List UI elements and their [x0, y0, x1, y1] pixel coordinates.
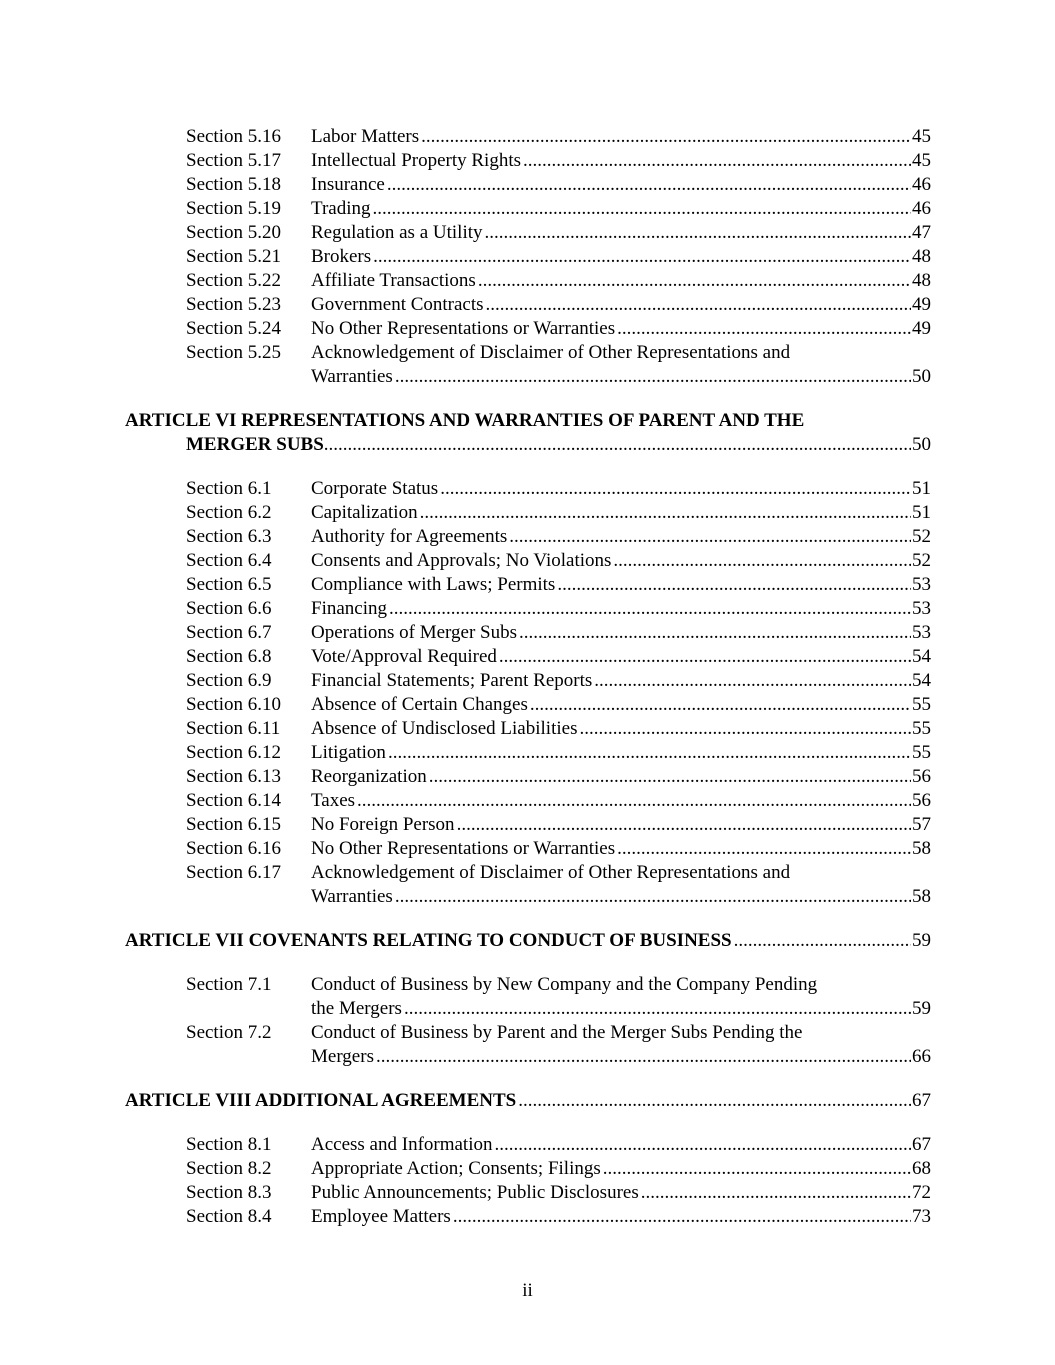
section-number: Section 8.2: [186, 1158, 272, 1179]
page-ref: 59: [912, 930, 931, 951]
dot-leader: [603, 1157, 911, 1181]
page-ref: 68: [912, 1158, 931, 1179]
toc-entry[interactable]: [0, 525, 1055, 549]
dot-leader: [429, 765, 911, 789]
dot-leader: [373, 245, 911, 269]
article-title: ARTICLE VI REPRESENTATIONS AND WARRANTIES OF PARENT AND THE: [125, 410, 805, 431]
toc-entry-continuation[interactable]: [0, 1045, 1055, 1069]
page-ref: 49: [912, 318, 931, 339]
section-title: Vote/Approval Required: [311, 646, 497, 667]
article-title-cont: MERGER SUBS: [186, 434, 324, 455]
dot-leader: [372, 197, 911, 221]
section-number: Section 6.12: [186, 742, 281, 763]
toc-entry[interactable]: [0, 477, 1055, 501]
section-number: Section 7.1: [186, 974, 272, 995]
toc-entry[interactable]: [0, 221, 1055, 245]
toc-entry[interactable]: [0, 149, 1055, 173]
page-ref: 73: [912, 1206, 931, 1227]
section-title: Trading: [311, 198, 371, 219]
section-title: Intellectual Property Rights: [311, 150, 522, 171]
dot-leader: [641, 1181, 911, 1205]
page-number: ii: [522, 1280, 533, 1301]
section-number: Section 6.17: [186, 862, 281, 883]
section-number: Section 6.10: [186, 694, 281, 715]
section-title: Operations of Merger Subs: [311, 622, 517, 643]
dot-leader: [485, 221, 911, 245]
page-ref: 55: [912, 742, 931, 763]
toc-entry[interactable]: [0, 765, 1055, 789]
section-number: Section 5.21: [186, 246, 281, 267]
toc-entry[interactable]: [0, 741, 1055, 765]
dot-leader: [457, 813, 911, 837]
page-ref: 53: [912, 622, 931, 643]
dot-leader: [395, 885, 911, 909]
dot-leader: [453, 1205, 911, 1229]
section-title: Taxes: [311, 790, 356, 811]
section-title: Consents and Approvals; No Violations: [311, 550, 612, 571]
dot-leader: [495, 1133, 912, 1157]
section-title: Affiliate Transactions: [311, 270, 476, 291]
section-number: Section 6.6: [186, 598, 272, 619]
section-title: Financial Statements; Parent Reports: [311, 670, 593, 691]
article-title: ARTICLE VII COVENANTS RELATING TO CONDUCT OF BUSINESS: [125, 930, 732, 951]
toc-entry[interactable]: [0, 837, 1055, 861]
section-number: Section 5.24: [186, 318, 281, 339]
article-heading[interactable]: [0, 929, 1055, 953]
page-ref: 53: [912, 574, 931, 595]
toc-entry[interactable]: [0, 973, 1055, 997]
section-number: Section 6.2: [186, 502, 272, 523]
dot-leader: [486, 293, 911, 317]
toc-entry[interactable]: [0, 1021, 1055, 1045]
toc-entry-continuation[interactable]: [0, 885, 1055, 909]
section-number: Section 7.2: [186, 1022, 272, 1043]
section-number: Section 5.20: [186, 222, 281, 243]
section-title: Labor Matters: [311, 126, 420, 147]
section-number: Section 8.1: [186, 1134, 272, 1155]
page-ref: 54: [912, 670, 931, 691]
dot-leader: [376, 1045, 911, 1069]
dot-leader: [420, 501, 911, 525]
toc-entry[interactable]: [0, 173, 1055, 197]
section-title: Compliance with Laws; Permits: [311, 574, 556, 595]
dot-leader: [387, 173, 911, 197]
section-number: Section 6.8: [186, 646, 272, 667]
section-number: Section 6.16: [186, 838, 281, 859]
section-title: Litigation: [311, 742, 386, 763]
page-ref: 59: [912, 998, 931, 1019]
article-heading-continuation[interactable]: [0, 433, 1055, 457]
page-ref: 72: [912, 1182, 931, 1203]
dot-leader: [613, 549, 911, 573]
toc-entry[interactable]: [0, 1157, 1055, 1181]
dot-leader: [530, 693, 911, 717]
section-number: Section 6.11: [186, 718, 281, 739]
section-title: Absence of Certain Changes: [311, 694, 528, 715]
section-title: Acknowledgement of Disclaimer of Other Representations and: [311, 342, 791, 363]
dot-leader: [440, 477, 911, 501]
toc-entry[interactable]: [0, 597, 1055, 621]
section-title: Appropriate Action; Consents; Filings: [311, 1158, 601, 1179]
page-ref: 66: [912, 1046, 931, 1067]
dot-leader: [388, 741, 911, 765]
toc-entry[interactable]: [0, 293, 1055, 317]
section-number: Section 8.4: [186, 1206, 272, 1227]
dot-leader: [557, 573, 911, 597]
page-ref: 57: [912, 814, 931, 835]
dot-leader: [518, 1089, 911, 1113]
toc-entry[interactable]: [0, 125, 1055, 149]
dot-leader: [389, 597, 911, 621]
toc-entry[interactable]: [0, 621, 1055, 645]
section-title: Authority for Agreements: [311, 526, 508, 547]
page-ref: 53: [912, 598, 931, 619]
section-number: Section 6.5: [186, 574, 272, 595]
dot-leader: [734, 929, 911, 953]
section-title: Regulation as a Utility: [311, 222, 483, 243]
section-title: Employee Matters: [311, 1206, 451, 1227]
section-title: Absence of Undisclosed Liabilities: [311, 718, 578, 739]
dot-leader: [499, 645, 911, 669]
toc-entry[interactable]: [0, 269, 1055, 293]
section-title: No Foreign Person: [311, 814, 455, 835]
section-number: Section 6.3: [186, 526, 272, 547]
section-number: Section 8.3: [186, 1182, 272, 1203]
page-ref: 50: [912, 366, 931, 387]
page-ref: 49: [912, 294, 931, 315]
dot-leader: [324, 433, 911, 457]
section-title: Financing: [311, 598, 387, 619]
page-ref: 56: [912, 790, 931, 811]
page-ref: 48: [912, 270, 931, 291]
section-number: Section 5.18: [186, 174, 281, 195]
section-number: Section 5.19: [186, 198, 281, 219]
toc-entry[interactable]: [0, 341, 1055, 365]
page-ref: 58: [912, 886, 931, 907]
dot-leader: [519, 621, 911, 645]
dot-leader: [594, 669, 911, 693]
article-heading[interactable]: [0, 409, 1055, 433]
page-ref: 45: [912, 150, 931, 171]
toc-entry[interactable]: [0, 645, 1055, 669]
article-title: ARTICLE VIII ADDITIONAL AGREEMENTS: [125, 1090, 517, 1111]
toc-entry[interactable]: [0, 693, 1055, 717]
section-number: Section 6.9: [186, 670, 272, 691]
dot-leader: [523, 149, 911, 173]
section-title: Capitalization: [311, 502, 418, 523]
section-title: Public Announcements; Public Disclosures: [311, 1182, 639, 1203]
page-ref: 55: [912, 694, 931, 715]
dot-leader: [617, 837, 911, 861]
table-of-contents: [0, 125, 1055, 1229]
page-ref: 55: [912, 718, 931, 739]
toc-entry[interactable]: [0, 501, 1055, 525]
section-title-cont: Warranties: [311, 366, 393, 387]
section-title: Government Contracts: [311, 294, 484, 315]
page-ref: 67: [912, 1134, 931, 1155]
section-title: Acknowledgement of Disclaimer of Other Representations and: [311, 862, 791, 883]
section-title-cont: Warranties: [311, 886, 393, 907]
toc-entry[interactable]: [0, 669, 1055, 693]
section-number: Section 5.23: [186, 294, 281, 315]
page-ref: 51: [912, 478, 931, 499]
page-ref: 48: [912, 246, 931, 267]
section-title: Brokers: [311, 246, 372, 267]
section-title: Conduct of Business by New Company and the Company Pending: [311, 974, 818, 995]
section-number: Section 6.4: [186, 550, 272, 571]
toc-entry[interactable]: [0, 573, 1055, 597]
dot-leader: [579, 717, 911, 741]
toc-entry[interactable]: [0, 1181, 1055, 1205]
page-ref: 47: [912, 222, 931, 243]
article-heading[interactable]: [0, 1089, 1055, 1113]
section-title-cont: Mergers: [311, 1046, 374, 1067]
dot-leader: [478, 269, 911, 293]
toc-entry[interactable]: [0, 813, 1055, 837]
toc-entry[interactable]: [0, 317, 1055, 341]
section-title: Reorganization: [311, 766, 427, 787]
toc-entry-continuation[interactable]: [0, 365, 1055, 389]
page-ref: 52: [912, 550, 931, 571]
section-title: Insurance: [311, 174, 385, 195]
toc-entry[interactable]: [0, 549, 1055, 573]
page-ref: 54: [912, 646, 931, 667]
section-number: Section 6.1: [186, 478, 272, 499]
toc-entry[interactable]: [0, 1205, 1055, 1229]
dot-leader: [357, 789, 911, 813]
toc-entry[interactable]: [0, 197, 1055, 221]
section-number: Section 6.7: [186, 622, 272, 643]
dot-leader: [617, 317, 911, 341]
section-title: Conduct of Business by Parent and the Merger Subs Pending the: [311, 1022, 803, 1043]
section-title: Access and Information: [311, 1134, 493, 1155]
dot-leader: [509, 525, 911, 549]
page-ref: 46: [912, 198, 931, 219]
section-number: Section 6.13: [186, 766, 281, 787]
dot-leader: [421, 125, 911, 149]
page-ref: 58: [912, 838, 931, 859]
section-number: Section 5.16: [186, 126, 281, 147]
toc-entry-continuation[interactable]: [0, 997, 1055, 1021]
section-title: Corporate Status: [311, 478, 439, 499]
section-title-cont: the Mergers: [311, 998, 402, 1019]
page-ref: 45: [912, 126, 931, 147]
page-ref: 56: [912, 766, 931, 787]
dot-leader: [395, 365, 911, 389]
toc-entry[interactable]: [0, 789, 1055, 813]
toc-entry[interactable]: [0, 717, 1055, 741]
section-title: No Other Representations or Warranties: [311, 838, 616, 859]
toc-entry[interactable]: [0, 1133, 1055, 1157]
toc-entry[interactable]: [0, 245, 1055, 269]
section-number: Section 5.22: [186, 270, 281, 291]
page-ref: 51: [912, 502, 931, 523]
page-ref: 52: [912, 526, 931, 547]
toc-entry[interactable]: [0, 861, 1055, 885]
page-ref: 46: [912, 174, 931, 195]
section-number: Section 5.17: [186, 150, 281, 171]
section-number: Section 5.25: [186, 342, 281, 363]
section-number: Section 6.15: [186, 814, 281, 835]
dot-leader: [404, 997, 911, 1021]
section-title: No Other Representations or Warranties: [311, 318, 616, 339]
page-ref: 50: [912, 434, 931, 455]
page-ref: 67: [912, 1090, 931, 1111]
section-number: Section 6.14: [186, 790, 281, 811]
